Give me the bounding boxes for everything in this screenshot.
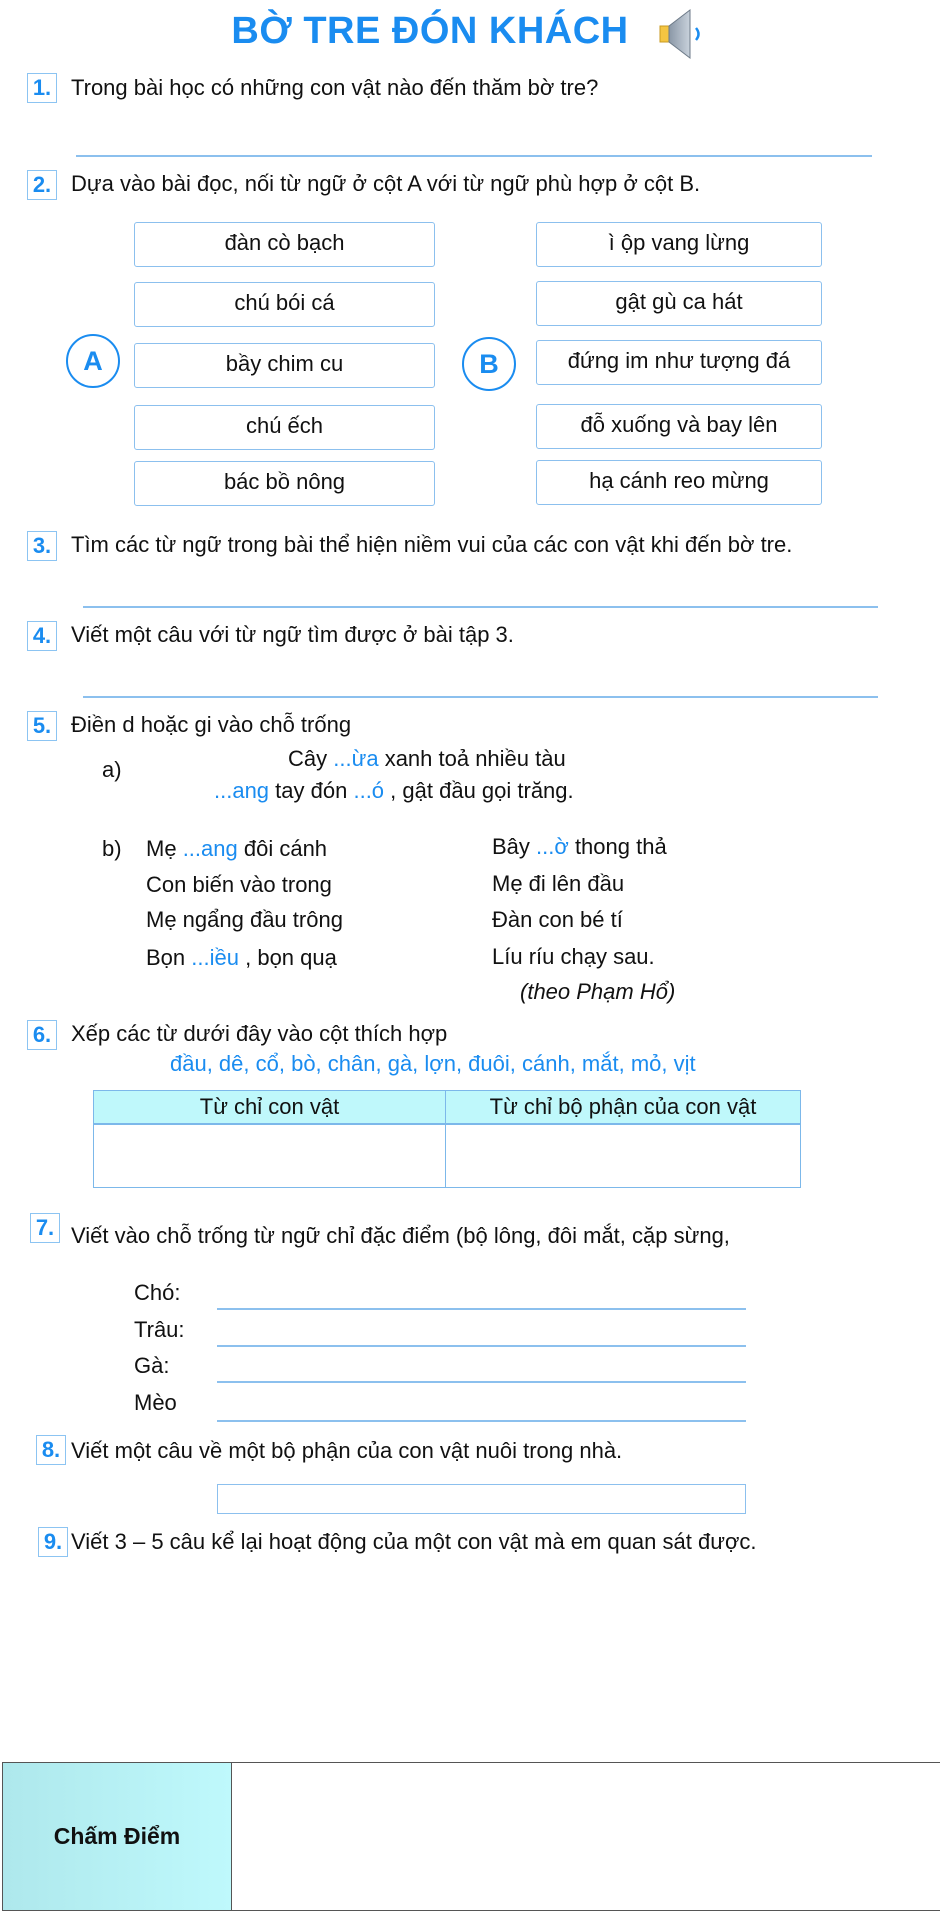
question-3-text: Tìm các từ ngữ trong bài thể hiện niềm vui của các con vật khi đến bờ tre. (71, 532, 793, 557)
page-title: BỜ TRE ĐÓN KHÁCH (231, 10, 629, 52)
column-a-label: A (66, 334, 120, 388)
match-b-item[interactable]: hạ cánh reo mừng (536, 460, 822, 505)
question-4-text: Viết một câu với từ ngữ tìm được ở bài tập 3. (71, 622, 514, 647)
poem-b-line (146, 836, 327, 862)
question-7-text: Viết vào chỗ trống từ ngữ chỉ đặc điểm (bộ lông, đôi mắt, cặp sừng, (71, 1223, 730, 1248)
poem-b-line: Líu ríu chạy sau. (492, 944, 655, 969)
label-chicken: Gà: (134, 1353, 170, 1378)
fill-blank[interactable]: ...iều (191, 945, 239, 970)
fill-blank[interactable]: ...ừa (333, 746, 379, 771)
poem-b-line: Đàn con bé tí (492, 907, 623, 932)
column-b-label: B (462, 337, 516, 391)
question-number-2: 2. (27, 170, 57, 200)
match-a-item[interactable]: đàn cò bạch (134, 222, 435, 267)
part-a-label: a) (102, 757, 122, 782)
fill-blank[interactable]: ...ờ (536, 834, 569, 859)
answer-line-1[interactable] (76, 155, 872, 157)
grading-label: Chấm Điểm (3, 1763, 232, 1910)
animals-cell[interactable] (94, 1124, 446, 1188)
question-5-text: Điền d hoặc gi vào chỗ trống (71, 712, 352, 737)
poem-b-line (492, 834, 667, 860)
answer-line-chicken[interactable] (217, 1381, 746, 1383)
match-b-item[interactable]: ì ộp vang lừng (536, 222, 822, 267)
question-2-text: Dựa vào bài đọc, nối từ ngữ ở cột A với từ ngữ phù hợp ở cột B. (71, 171, 701, 196)
question-number-8: 8. (36, 1435, 66, 1465)
poem-a-line-2 (214, 778, 574, 804)
text: thong thả (574, 834, 667, 859)
sort-table (93, 1090, 801, 1188)
poem-source: (theo Phạm Hổ) (520, 979, 676, 1004)
fill-blank[interactable]: ...ang (214, 778, 270, 803)
grading-area[interactable] (233, 1763, 940, 1910)
answer-line-buffalo[interactable] (217, 1345, 746, 1347)
match-a-item[interactable]: bầy chim cu (134, 343, 435, 388)
match-a-item[interactable]: chú ếch (134, 405, 435, 450)
text: , bọn quạ (245, 945, 337, 970)
question-number-5: 5. (27, 711, 57, 741)
answer-line-4[interactable] (83, 696, 878, 698)
answer-line-3[interactable] (83, 606, 878, 608)
word-list: đầu, dê, cổ, bò, chân, gà, lợn, đuôi, cánh, mắt, mỏ, vịt (170, 1051, 696, 1076)
answer-line-dog[interactable] (217, 1308, 746, 1310)
poem-b-line: Mẹ ngẩng đầu trông (146, 907, 343, 932)
answer-line-cat[interactable] (217, 1420, 746, 1422)
poem-b-line (146, 945, 337, 971)
grading-panel (2, 1762, 940, 1911)
label-dog: Chó: (134, 1280, 181, 1305)
fill-blank[interactable]: ...ó (353, 778, 385, 803)
question-number-9: 9. (38, 1527, 68, 1557)
poem-a-line-1 (288, 746, 566, 772)
label-cat: Mèo (134, 1390, 177, 1415)
column-header-animals: Từ chỉ con vật (94, 1091, 446, 1124)
text: xanh toả nhiều tàu (384, 746, 566, 771)
text: đôi cánh (243, 836, 328, 861)
question-number-6: 6. (27, 1020, 57, 1050)
question-9-text: Viết 3 – 5 câu kể lại hoạt động của một con vật mà em quan sát được. (71, 1529, 757, 1554)
text: , gật đầu gọi trăng. (390, 778, 574, 803)
question-8-text: Viết một câu về một bộ phận của con vật nuôi trong nhà. (71, 1438, 623, 1463)
text: Cây (288, 746, 328, 771)
match-a-item[interactable]: chú bói cá (134, 282, 435, 327)
match-b-item[interactable]: đỗ xuống và bay lên (536, 404, 822, 449)
match-b-item[interactable]: đứng im như tượng đá (536, 340, 822, 385)
column-header-body-parts: Từ chỉ bộ phận của con vật (446, 1091, 801, 1124)
question-number-7: 7. (30, 1213, 60, 1243)
match-b-item[interactable]: gật gù ca hát (536, 281, 822, 326)
text: tay đón (275, 778, 348, 803)
question-number-4: 4. (27, 621, 57, 651)
answer-input-8[interactable] (217, 1484, 746, 1514)
poem-b-line: Mẹ đi lên đầu (492, 871, 625, 896)
poem-b-line: Con biến vào trong (146, 872, 332, 897)
fill-blank[interactable]: ...ang (182, 836, 238, 861)
speaker-icon[interactable] (656, 8, 710, 60)
question-number-1: 1. (27, 73, 57, 103)
part-b-label: b) (102, 836, 122, 861)
text: Bọn (146, 945, 186, 970)
body-parts-cell[interactable] (446, 1124, 801, 1188)
text: Bây (492, 834, 530, 859)
text: Mẹ (146, 836, 177, 861)
label-buffalo: Trâu: (134, 1317, 185, 1342)
question-1-text: Trong bài học có những con vật nào đến thăm bờ tre? (71, 75, 599, 100)
question-6-text: Xếp các từ dưới đây vào cột thích hợp (71, 1021, 448, 1046)
match-a-item[interactable]: bác bồ nông (134, 461, 435, 506)
question-number-3: 3. (27, 531, 57, 561)
